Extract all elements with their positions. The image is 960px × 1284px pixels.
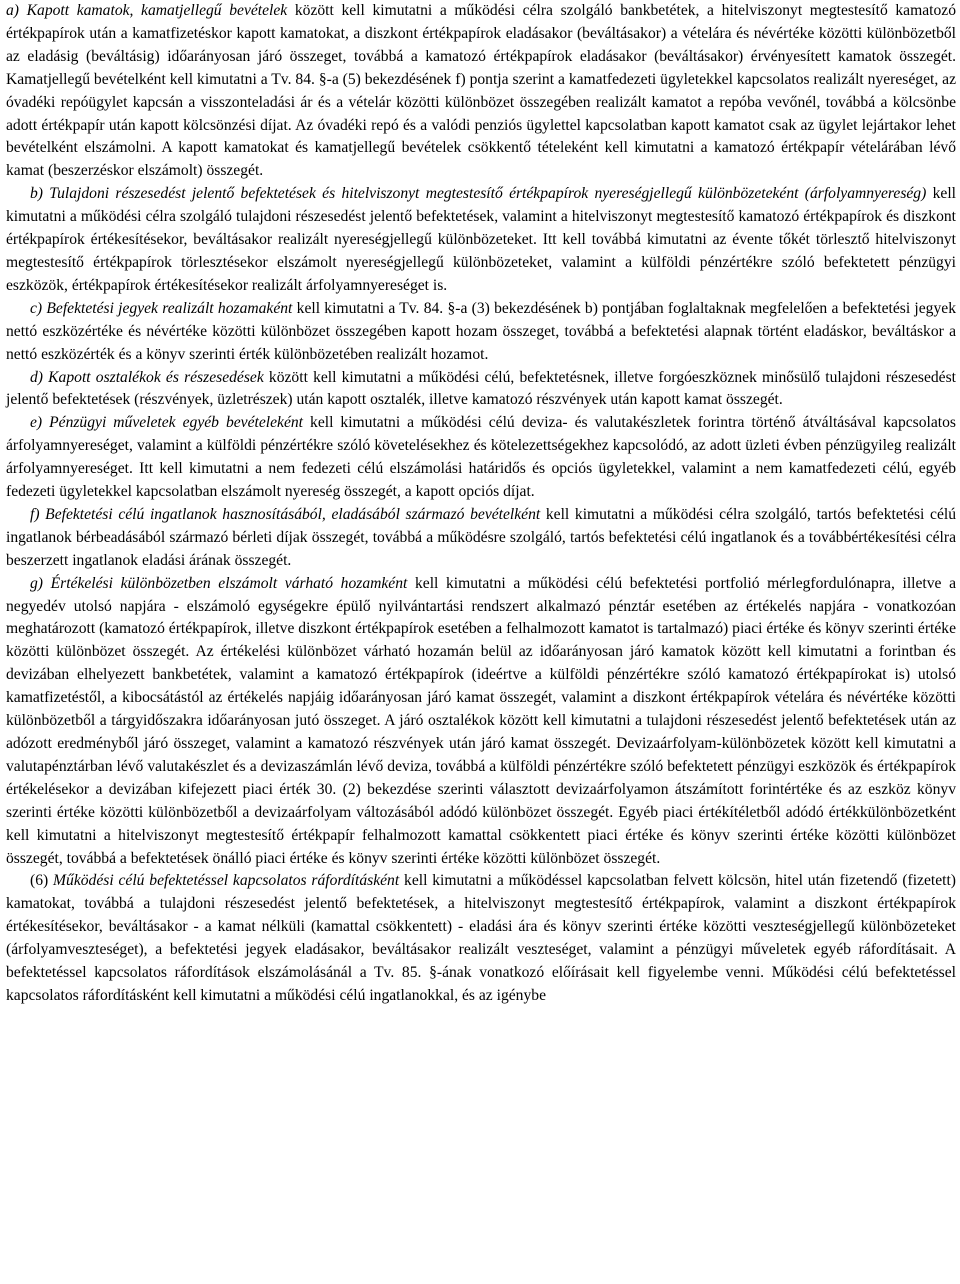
paragraph-number: (6) (30, 872, 54, 890)
paragraph-lead: Működési célú befektetéssel kapcsolatos ráfordításként (53, 872, 400, 890)
paragraph-body: között kell kimutatni a működési célú, befektetésnek, illetve forgóeszköznek minősülő tulajdoni részesedést jelentő befektetések (részvények, üzletrészek) után kapott osztalék, illetve kamatozó részvények után kapott kamat összegét. (6, 368, 956, 409)
paragraph-body: között kell kimutatni a működési célra szolgáló bankbetétek, a hitelviszonyt megtestesítő kamatozó értékpapírok után a kamatfizetéskor kapott kamatokat, a diszkont értékpapírok eladásakor (beváltásakor) a vételára és névértéke közötti különbözetből az eladásig (beváltásig) időarányosan járó összeget, továbbá a kamatozó értékpapírok eladásakor (beváltásakor) érvényesített kamatok összegét. Kamatjellegű bevételként kell kimutatni a Tv. 84. §-a (5) bekezdésének f) pontja szerint a kamatfedezeti ügyletekkel kapcsolatos realizált nyereséget, az óvadéki repóügylet kapcsán a visszonteladási ár és a vételár közötti különbözet összegében realizált kamatot a repóba vevőnél, továbbá a kölcsönbe adott értékpapír után kapott kölcsönzési díjat. Az óvadéki repó és a valódi penziós ügylettel kapcsolatban kapott kamatot csak az ügylet lejártakor lehet bevételként elszámolni. A kapott kamatokat és kamatjellegű bevételek csökkentő tételeként kell kimutatni a kamatozó értékpapír vételárában lévő kamat (beszerzéskor elszámolt) összegét. (6, 2, 956, 180)
paragraph-raforditasok (6, 870, 956, 1007)
paragraph-arfolyamnyereseg (6, 183, 956, 298)
paragraph-lead: f) Befektetési célú ingatlanok hasznosításából, eladásából származó bevételként (30, 505, 541, 523)
paragraph-osztalekok (6, 367, 956, 413)
paragraph-body: kell kimutatni a működési célú befektetési portfolió mérlegfordulónapra, illetve a negyedév utolsó napjára - elszámoló egységekre épülő nyilvántartási rendszert alkalmazó pénztár esetében az értékelés napjára - vonatkozóan meghatározott (kamatozó értékpapírok, illetve diszkont értékpapírok esetében a felhalmozott kamatot is tartalmazó) piaci értéke és könyv szerinti értéke közötti különbözet összegét. Az értékelési különbözet várható hozamán belül az időarányosan járó kamatok között kell kimutatni a forintban és devizában elhelyezett bankbetétek, valamint a kamatozó értékpapírok (ideértve a külföldi pénzértékre szóló kamatozó értékpapírokat is) utolsó kamatfizetéstől, a kibocsátástól az értékelés napjáig időarányosan járó kamat összegét, valamint a diszkont értékpapírok vételára és névértéke közötti különbözetből a tárgyidőszakra időarányosan jutó összeget. A járó osztalékok között kell kimutatni a tulajdoni részesedést jelentő befektetések után az adózott eredményből járó összeget, valamint a kamatozó részvények után járó kamat összegét. Devizaárfolyam-különbözetek között kell kimutatni a valutapénztárban lévő valutakészlet és a devizaszámlán lévő deviza, továbbá a külföldi pénzértékre szóló befektetett pénzügyi eszközök és értékpapírok értékelésekor a devizában kifejezett piaci érték 30. (2) bekezdése szerinti választott devizaárfolyamon átszámított forintértéke és az eszköz könyv szerinti értéke közötti különbözetből a devizaárfolyam változásából adódó különbözet összegét. Egyéb piaci értékítéletből adódó értékkülönbözetként kell kimutatni a hitelviszonyt megtestesítő értékpapír felhalmozott kamattal csökkentett piaci értéke és könyv szerinti értéke közötti különbözet összegét, továbbá a befektetések önálló piaci értéke és könyv szerinti értéke közötti különbözet összegét. (6, 574, 956, 867)
paragraph-body: kell kimutatni a működési célú deviza- és valutakészletek forintra történő átváltásával kapcsolatos árfolyamnyereséget, valamint a külföldi pénzértékre szóló követelésekhez és kötelezettségekhez kapcsolódó, az adott üzleti évben pénzügyileg realizált árfolyamnyereséget. Itt kell kimutatni a nem fedezeti célú elszámolási határidős és opciós ügyletekkel, valamint a nem kamatfedezeti célú, egyéb fedezeti ügyletekkel kapcsolatban elszámolt nyereség összegét, a kapott opciós díjat. (6, 414, 956, 501)
paragraph-lead: b) Tulajdoni részesedést jelentő befektetések és hitelviszonyt megtestesítő értékpapírok nyereségjellegű különbözeteként (árfolyamnyereség) (30, 185, 927, 203)
paragraph-body: kell kimutatni a működéssel kapcsolatban felvett kölcsön, hitel után fizetendő (fizetett) kamatokat, továbbá a tulajdoni részesedést jelentő befektetések, a hitelviszonyt megtestesítő értékpapírok, valamint a diszkont értékpapírok értékesítésekor, beváltásakor - a kamat nélküli (kamattal csökkentett) - eladási ára és könyv szerinti értéke közötti veszteségjellegű különbözeteket (árfolyamveszteséget), a befektetési jegyek eladásakor, beváltásakor realizált veszteséget, valamint a pénzügyi műveletek egyéb ráfordításait. A befektetéssel kapcsolatos ráfordítások elszámolásánál a Tv. 85. §-ának vonatkozó előírásait kell figyelembe venni. Működési célú befektetéssel kapcsolatos ráfordításként kell kimutatni a működési célú ingatlanokkal, és az igénybe (6, 872, 956, 1004)
paragraph-ingatlanok (6, 504, 956, 573)
paragraph-befektetesi-jegyek (6, 298, 956, 367)
paragraph-kapott-kamatok (6, 0, 956, 183)
paragraph-body: kell kimutatni a működési célra szolgáló tulajdoni részesedést jelentő befektetések, valamint a hitelviszonyt megtestesítő kamatozó értékpapírok és diszkont értékpapírok értékesítésekor, beváltásakor realizált nyereségjellegű különbözeteket. Itt kell továbbá kimutatni az évente tőkét törlesztő hitelviszonyt megtestesítő értékpapírok törlesztésekor elszámolt nyereségjellegű különbözeteket, valamint a külföldi pénzértékre szóló befektetett pénzügyi eszközök, értékpapírok értékesítésekor realizált árfolyamnyereséget is. (6, 185, 956, 294)
paragraph-ertekelesi-kulonbozet (6, 573, 956, 871)
paragraph-lead: a) Kapott kamatok, kamatjellegű bevételek (6, 2, 288, 19)
paragraph-penzugyi-muveletek (6, 412, 956, 504)
paragraph-lead: c) Befektetési jegyek realizált hozamaként (30, 299, 293, 317)
paragraph-lead: d) Kapott osztalékok és részesedések (30, 368, 264, 386)
paragraph-lead: e) Pénzügyi műveletek egyéb bevételeként (30, 414, 304, 432)
paragraph-body: kell kimutatni a működési célra szolgáló, tartós befektetési célú ingatlanok bérbeadásából származó bérleti díjak összegét, továbbá a működésre szolgáló, tartós befektetési célú ingatlanok és a továbbértékesítési célra beszerzett ingatlanok eladási árának összegét. (6, 505, 957, 569)
paragraph-body: kell kimutatni a Tv. 84. §-a (3) bekezdésének b) pontjában foglaltaknak megfelelően a befektetési jegyek nettó eszközértéke és névértéke közötti különbözet összegében kapott hozam összeget, továbbá a befektetési alapnak történt eladáskor, beváltáskor a nettó eszközérték és a könyv szerinti érték különbözetében realizált hozamot. (6, 299, 956, 363)
paragraph-lead: g) Értékelési különbözetben elszámolt várható hozamként (30, 574, 408, 592)
